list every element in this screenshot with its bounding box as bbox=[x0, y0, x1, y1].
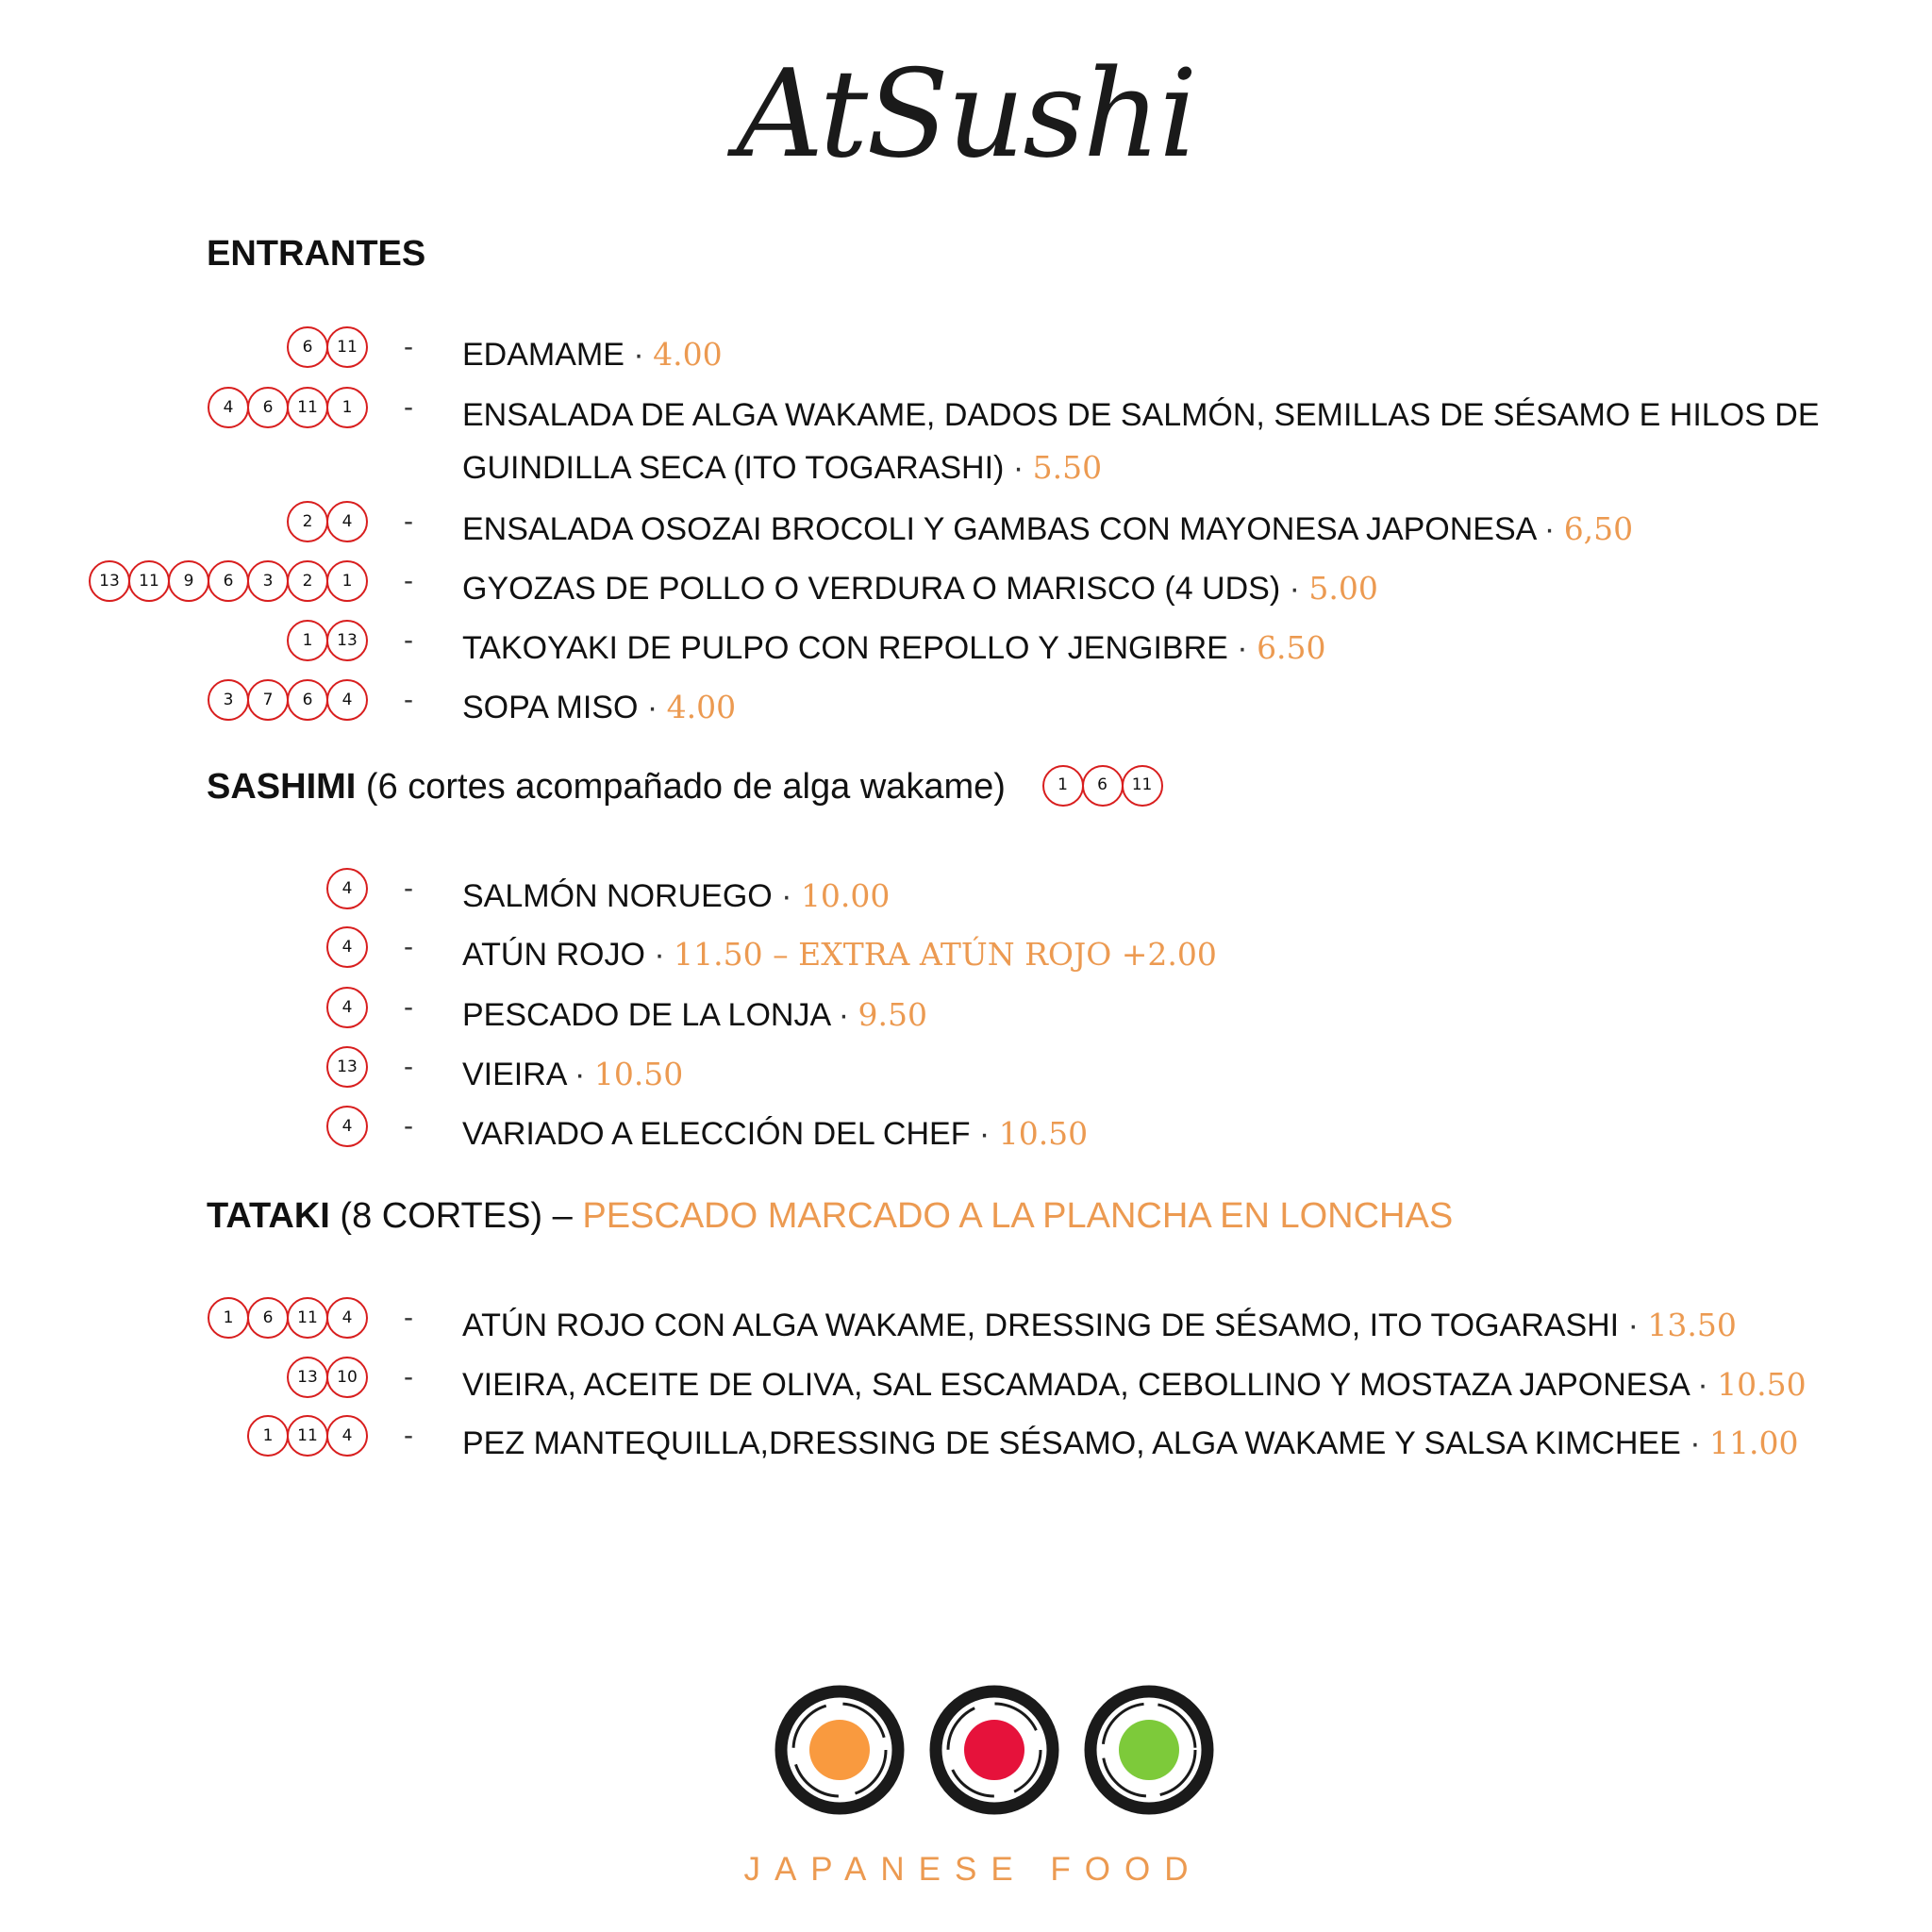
item-name: ATÚN ROJO bbox=[462, 937, 645, 973]
section-title: SASHIMI bbox=[207, 767, 357, 807]
price-separator: · bbox=[970, 1116, 999, 1152]
section-tataki-heading bbox=[207, 1198, 1453, 1234]
allergen-badges bbox=[209, 385, 368, 430]
allergen-badge: 4 bbox=[326, 868, 368, 909]
allergen-badge: 6 bbox=[208, 560, 249, 602]
item-text bbox=[462, 989, 1849, 1041]
sushi-roll-green-icon bbox=[1091, 1691, 1208, 1808]
allergen-badge: 4 bbox=[326, 926, 368, 968]
menu-item bbox=[0, 985, 1932, 1033]
price-separator: · bbox=[829, 997, 858, 1033]
allergen-badges bbox=[209, 1295, 368, 1341]
item-name: VIEIRA, ACEITE DE OLIVA, SAL ESCAMADA, CEBOLLINO Y MOSTAZA JAPONESA bbox=[462, 1367, 1689, 1403]
item-price: 5.50 bbox=[1032, 449, 1103, 486]
price-separator: · bbox=[1227, 630, 1257, 666]
section-allergen-badges bbox=[1044, 765, 1163, 807]
section-note: (8 CORTES) – bbox=[340, 1196, 573, 1236]
item-text bbox=[462, 503, 1849, 556]
price-separator: · bbox=[1535, 511, 1564, 547]
item-price: 10.50 bbox=[998, 1115, 1089, 1152]
allergen-badge: 3 bbox=[208, 679, 249, 721]
menu-item bbox=[0, 1044, 1932, 1090]
allergen-badges bbox=[328, 924, 368, 970]
item-price: 10.50 bbox=[593, 1056, 684, 1092]
allergen-badges bbox=[209, 677, 368, 723]
allergen-badge: 6 bbox=[287, 679, 328, 721]
item-price: 5.00 bbox=[1308, 570, 1378, 607]
item-name: VIEIRA bbox=[462, 1057, 566, 1092]
allergen-badge: 1 bbox=[326, 560, 368, 602]
allergen-badge: 11 bbox=[287, 1415, 328, 1457]
price-separator: · bbox=[565, 1057, 594, 1092]
item-name: SOPA MISO bbox=[462, 690, 639, 725]
item-text bbox=[462, 870, 1849, 923]
allergen-badge: 11 bbox=[287, 1297, 328, 1339]
section-note: (6 cortes acompañado de alga wakame) bbox=[365, 767, 1006, 807]
price-separator: · bbox=[638, 690, 667, 725]
allergen-badge: 13 bbox=[326, 620, 368, 661]
price-separator: · bbox=[772, 878, 801, 914]
sushi-roll-red-icon bbox=[936, 1691, 1053, 1808]
item-price: 6.50 bbox=[1257, 629, 1326, 666]
allergen-badge: 6 bbox=[287, 326, 328, 368]
menu-item bbox=[0, 866, 1932, 914]
item-price: 10.00 bbox=[800, 877, 891, 914]
item-price: 11.50 – EXTRA ATÚN ROJO +2.00 bbox=[674, 936, 1217, 973]
list-dash: - bbox=[404, 1110, 413, 1141]
item-price: 13.50 bbox=[1647, 1307, 1737, 1343]
allergen-badges bbox=[91, 558, 368, 604]
menu-item bbox=[0, 558, 1932, 607]
item-text bbox=[462, 1417, 1849, 1470]
list-dash: - bbox=[404, 991, 413, 1023]
item-price: 11.00 bbox=[1708, 1424, 1799, 1461]
allergen-badge: 6 bbox=[1082, 765, 1124, 807]
item-price: 4.00 bbox=[666, 689, 737, 725]
allergen-badge: 1 bbox=[208, 1297, 249, 1339]
allergen-badge: 13 bbox=[326, 1046, 368, 1088]
menu-item bbox=[0, 1413, 1932, 1461]
allergen-badges bbox=[328, 1044, 368, 1090]
item-text bbox=[462, 328, 1849, 381]
allergen-badge: 3 bbox=[247, 560, 289, 602]
allergen-badge: 13 bbox=[287, 1357, 328, 1398]
allergen-badges bbox=[328, 1104, 368, 1149]
item-price: 6,50 bbox=[1563, 510, 1634, 547]
allergen-badges bbox=[328, 866, 368, 911]
allergen-badge: 10 bbox=[326, 1357, 368, 1398]
allergen-badge: 1 bbox=[287, 620, 328, 661]
menu-item bbox=[0, 1104, 1932, 1152]
brand-logo-title: AtSushi bbox=[736, 44, 1196, 185]
allergen-badge: 4 bbox=[326, 501, 368, 542]
allergen-badges bbox=[289, 618, 368, 663]
item-text bbox=[462, 562, 1849, 615]
item-text bbox=[462, 389, 1849, 494]
allergen-badge: 6 bbox=[247, 387, 289, 428]
allergen-badge: 1 bbox=[326, 387, 368, 428]
item-price: 10.50 bbox=[1717, 1366, 1807, 1403]
item-text bbox=[462, 1299, 1849, 1352]
price-separator: · bbox=[1280, 571, 1309, 607]
item-name: ENSALADA DE ALGA WAKAME, DADOS DE SALMÓN, SEMILLAS DE SÉSAMO E HILOS DE GUINDILLA SECA (ITO TOGARASHI) bbox=[462, 397, 1820, 486]
allergen-badges bbox=[289, 499, 368, 544]
allergen-badge: 4 bbox=[326, 1297, 368, 1339]
allergen-badge: 4 bbox=[326, 679, 368, 721]
menu-item bbox=[0, 677, 1932, 723]
item-name: ENSALADA OSOZAI BROCOLI Y GAMBAS CON MAYONESA JAPONESA bbox=[462, 511, 1536, 547]
allergen-badge: 11 bbox=[287, 387, 328, 428]
price-separator: · bbox=[644, 937, 675, 973]
menu-item bbox=[0, 325, 1932, 373]
list-dash: - bbox=[404, 391, 413, 423]
allergen-badge: 1 bbox=[247, 1415, 289, 1457]
menu-item bbox=[0, 1355, 1932, 1403]
allergen-badges bbox=[289, 325, 368, 370]
allergen-badge: 13 bbox=[89, 560, 130, 602]
allergen-badge: 7 bbox=[247, 679, 289, 721]
list-dash: - bbox=[404, 625, 413, 656]
item-text bbox=[462, 622, 1849, 675]
item-text bbox=[462, 1358, 1849, 1411]
list-dash: - bbox=[404, 1302, 413, 1333]
item-name: TAKOYAKI DE PULPO CON REPOLLO Y JENGIBRE bbox=[462, 630, 1228, 666]
list-dash: - bbox=[404, 1420, 413, 1451]
item-price: 4.00 bbox=[653, 336, 723, 373]
item-name: PEZ MANTEQUILLA,DRESSING DE SÉSAMO, ALGA WAKAME Y SALSA KIMCHEE bbox=[462, 1425, 1681, 1461]
item-price: 9.50 bbox=[858, 996, 927, 1033]
section-title: TATAKI bbox=[207, 1196, 330, 1236]
item-name: EDAMAME bbox=[462, 337, 625, 373]
item-text bbox=[462, 1108, 1849, 1160]
sushi-rolls-logo bbox=[772, 1684, 1217, 1816]
item-text bbox=[462, 681, 1849, 734]
allergen-badge: 9 bbox=[168, 560, 209, 602]
allergen-badge: 11 bbox=[326, 326, 368, 368]
allergen-badges bbox=[328, 985, 368, 1030]
price-separator: · bbox=[1688, 1367, 1718, 1403]
item-text bbox=[462, 928, 1849, 981]
allergen-badge: 2 bbox=[287, 560, 328, 602]
price-separator: · bbox=[1004, 450, 1033, 486]
allergen-badge: 6 bbox=[247, 1297, 289, 1339]
menu-item bbox=[0, 499, 1932, 547]
list-dash: - bbox=[404, 565, 413, 596]
allergen-badge: 4 bbox=[326, 987, 368, 1028]
item-name: SALMÓN NORUEGO bbox=[462, 878, 773, 914]
item-name: GYOZAS DE POLLO O VERDURA O MARISCO (4 UDS) bbox=[462, 571, 1281, 607]
allergen-badge: 4 bbox=[326, 1106, 368, 1147]
allergen-badge: 1 bbox=[1042, 765, 1084, 807]
allergen-badges bbox=[289, 1355, 368, 1400]
list-dash: - bbox=[404, 506, 413, 537]
list-dash: - bbox=[404, 1361, 413, 1392]
section-title: ENTRANTES bbox=[207, 234, 426, 274]
allergen-badge: 11 bbox=[1122, 765, 1163, 807]
logo-tagline: JAPANESE FOOD bbox=[743, 1851, 1203, 1888]
list-dash: - bbox=[404, 331, 413, 362]
menu-item bbox=[0, 924, 1932, 973]
item-name: PESCADO DE LA LONJA bbox=[462, 997, 830, 1033]
item-name: VARIADO A ELECCIÓN DEL CHEF bbox=[462, 1116, 971, 1152]
menu-item bbox=[0, 618, 1932, 666]
menu-item bbox=[0, 1295, 1932, 1341]
allergen-badge: 4 bbox=[208, 387, 249, 428]
price-separator: · bbox=[624, 337, 654, 373]
allergen-badge: 2 bbox=[287, 501, 328, 542]
allergen-badges bbox=[249, 1413, 368, 1458]
section-entrantes-heading bbox=[207, 236, 425, 272]
item-name: ATÚN ROJO CON ALGA WAKAME, DRESSING DE SÉSAMO, ITO TOGARASHI bbox=[462, 1307, 1620, 1343]
list-dash: - bbox=[404, 931, 413, 962]
list-dash: - bbox=[404, 684, 413, 715]
sushi-roll-orange-icon bbox=[781, 1691, 898, 1808]
section-subtitle: PESCADO MARCADO A LA PLANCHA EN LONCHAS bbox=[582, 1196, 1454, 1236]
allergen-badge: 11 bbox=[128, 560, 170, 602]
price-separator: · bbox=[1619, 1307, 1648, 1343]
price-separator: · bbox=[1680, 1425, 1709, 1461]
list-dash: - bbox=[404, 873, 413, 904]
allergen-badge: 4 bbox=[326, 1415, 368, 1457]
list-dash: - bbox=[404, 1051, 413, 1082]
menu-item bbox=[0, 385, 1932, 486]
section-sashimi-heading bbox=[207, 769, 1163, 807]
item-text bbox=[462, 1048, 1849, 1101]
